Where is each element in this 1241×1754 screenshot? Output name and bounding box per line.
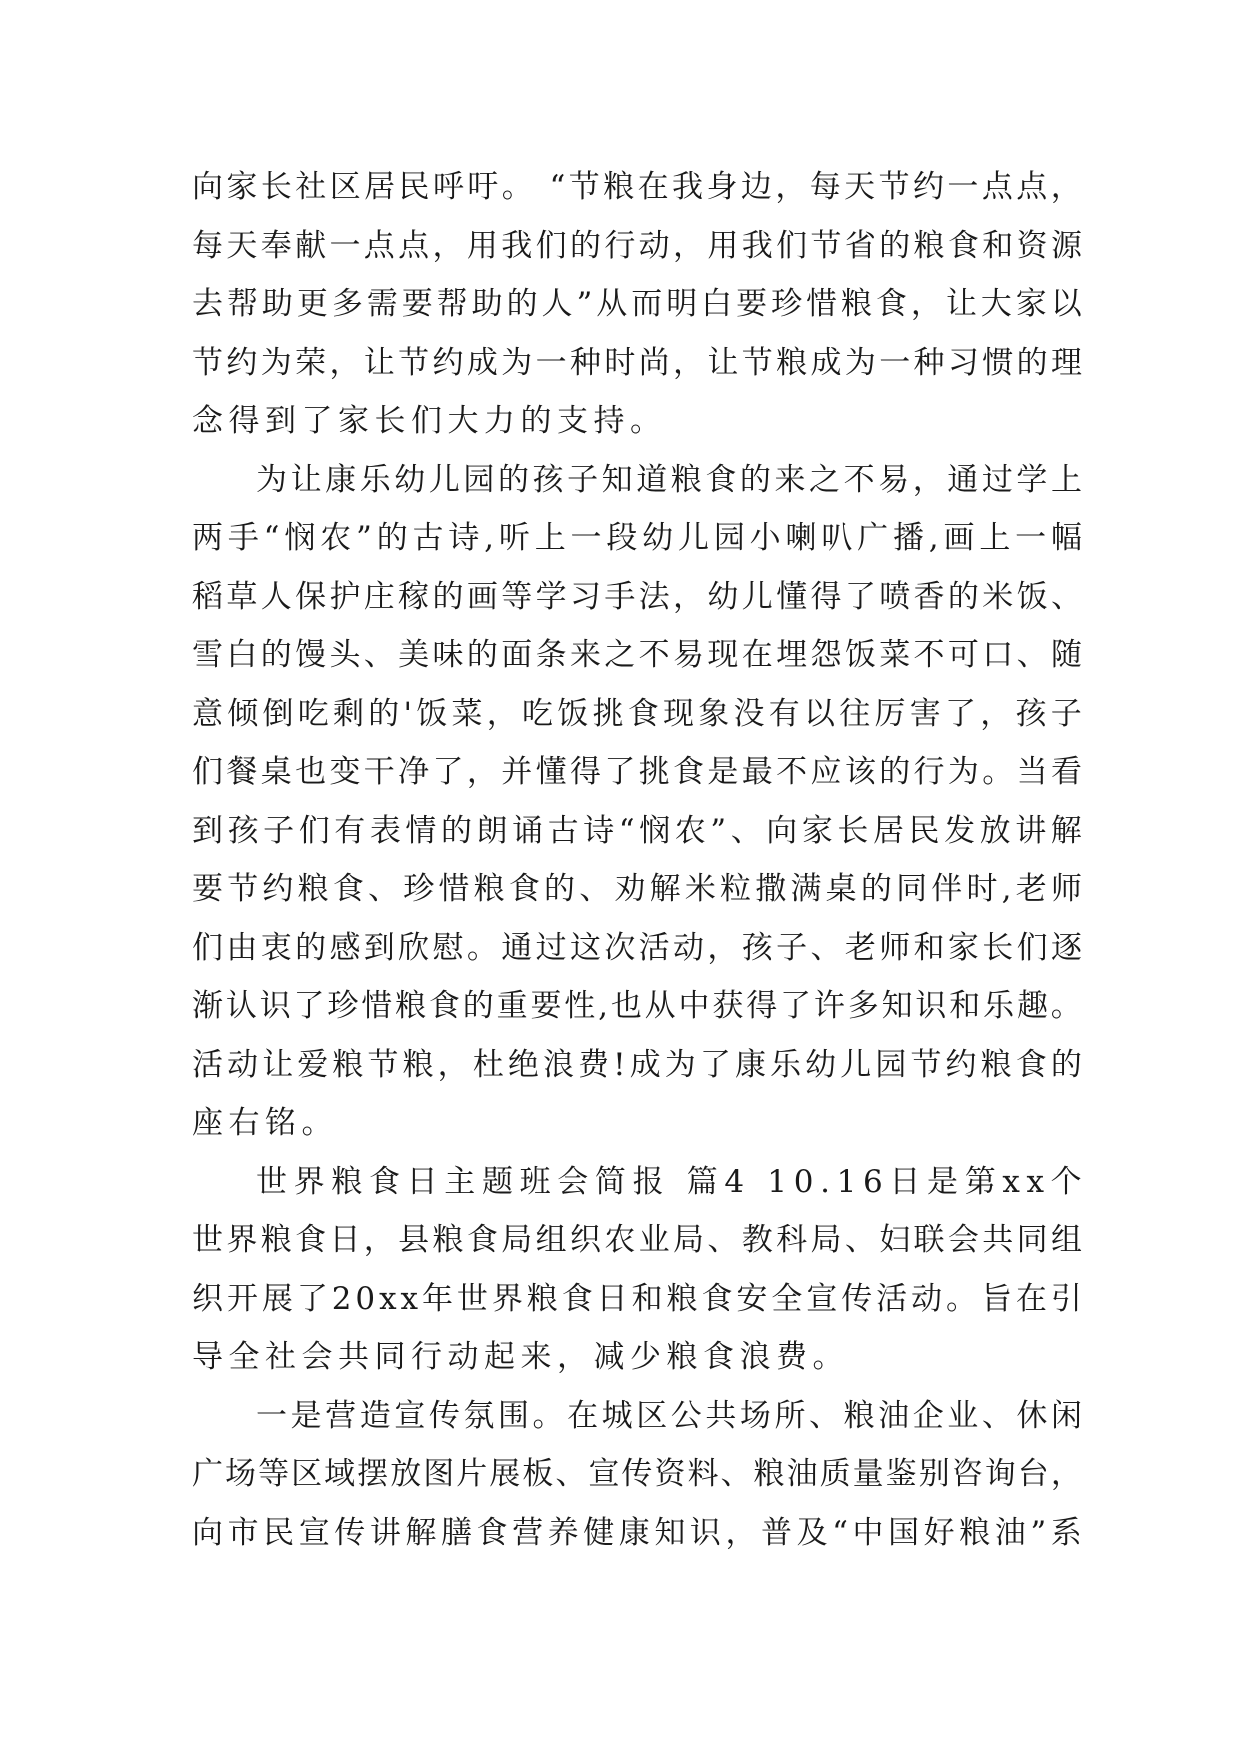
text-line: 到 孩 子 们 有 表 情 的 朗 诵 古 诗 “ 悯 农 ” 、 向 家 长 居 民 发 放 讲 解 [192,812,1082,849]
text-line: 向 家 长 社 区 居 民 呼 吁 。 “ 节 粮 在 我 身 边 ， 每 天 节 约 一 点 点 ， [192,169,1082,205]
text-line: 座右铭。 [192,1105,338,1141]
text-line: 两 手 “ 悯 农 ” 的 古 诗 , 听 上 一 段 幼 儿 园 小 喇 叭 广 播 , 画 上 一 幅 [192,520,1082,556]
text-line: 稻 草 人 保 护 庄 稼 的 画 等 学 习 手 法 ， 幼 儿 懂 得 了 喷 香 的 米 饭 、 [192,578,1082,615]
text-line: 雪 白 的 馒 头 、 美 味 的 面 条 来 之 不 易 现 在 埋 怨 饭 菜 不 可 口 、 随 [192,637,1082,673]
text-line: 意 倾 倒 吃 剩 的 ' 饭 菜 ， 吃 饭 挑 食 现 象 没 有 以 往 厉 害 了 ， 孩 子 [192,695,1082,732]
text-line: 活 动 让 爱 粮 节 粮 ， 杜 绝 浪 费 ! 成 为 了 康 乐 幼 儿 园 节 约 粮 食 的 [192,1046,1082,1083]
text-line: 织 开 展 了 2 0 x x 年 世 界 粮 食 日 和 粮 食 安 全 宣 传 活 动 。 旨 在 引 [192,1280,1082,1317]
text-line: 们 由 衷 的 感 到 欣 慰 。 通 过 这 次 活 动 ， 孩 子 、 老 师 和 家 长 们 逐 [192,929,1082,966]
document-body [192,158,1082,1562]
text-line: 世 界 粮 食 日 ， 县 粮 食 局 组 织 农 业 局 、 教 科 局 、 妇 联 会 共 同 组 [192,1222,1082,1258]
text-line: 念得到了家长们大力的支持。 [192,403,667,439]
text-line: 导全社会共同行动起来，减少粮食浪费。 [192,1339,849,1375]
text-line: 世 界 粮 食 日 主 题 班 会 简 报 篇 4 1 0 . 1 6 日 是 第 x x 个 [256,1163,1082,1200]
text-line: 每 天 奉 献 一 点 点 ， 用 我 们 的 行 动 ， 用 我 们 节 省 的 粮 食 和 资 源 [192,227,1082,264]
text-line: 去 帮 助 更 多 需 要 帮 助 的 人 ” 从 而 明 白 要 珍 惜 粮 食 ， 让 大 家 以 [192,286,1082,322]
text-line: 广 场 等 区 域 摆 放 图 片 展 板 、 宣 传 资 料 、 粮 油 质 量 鉴 别 咨 询 台 ， [192,1456,1082,1492]
text-line: 为 让 康 乐 幼 儿 园 的 孩 子 知 道 粮 食 的 来 之 不 易 ， 通 过 学 上 [256,461,1082,498]
text-line: 要 节 约 粮 食 、 珍 惜 粮 食 的 、 劝 解 米 粒 撒 满 桌 的 同 伴 时 , 老 师 [192,871,1082,907]
text-line: 节 约 为 荣 ， 让 节 约 成 为 一 种 时 尚 ， 让 节 粮 成 为 一 种 习 惯 的 理 [192,344,1082,381]
text-line: 向 市 民 宣 传 讲 解 膳 食 营 养 健 康 知 识 ， 普 及 “ 中 国 好 粮 油 ” 系 [192,1514,1082,1551]
text-line: 一 是 营 造 宣 传 氛 围 。 在 城 区 公 共 场 所 、 粮 油 企 业 、 休 闲 [256,1397,1082,1434]
text-line: 渐 认 识 了 珍 惜 粮 食 的 重 要 性 , 也 从 中 获 得 了 许 多 知 识 和 乐 趣 。 [192,988,1082,1024]
text-line: 们 餐 桌 也 变 干 净 了 ， 并 懂 得 了 挑 食 是 最 不 应 该 的 行 为 。 当 看 [192,754,1082,790]
